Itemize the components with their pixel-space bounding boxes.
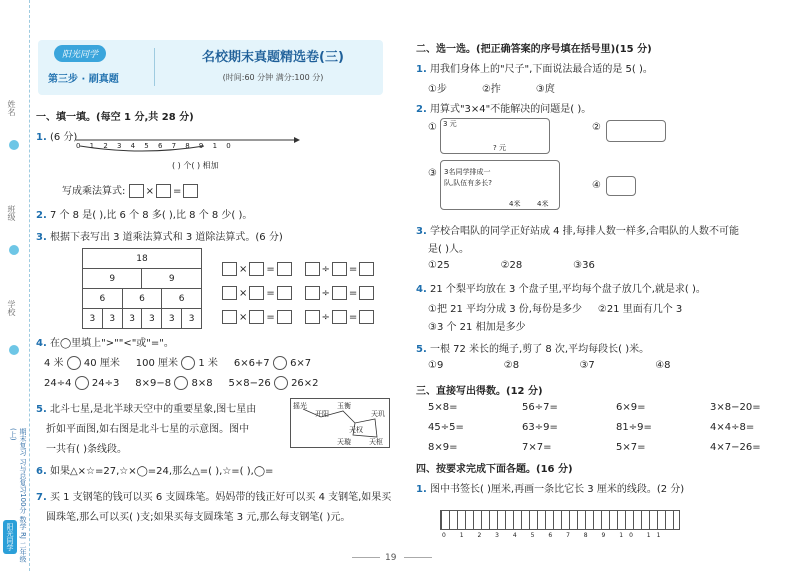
question-number: 7. [36, 492, 47, 503]
compare-item: 24÷3 [91, 378, 120, 389]
answer-box[interactable] [222, 262, 237, 276]
answer-box[interactable] [156, 184, 171, 198]
brand-logo: 阳光同学 [54, 45, 106, 62]
section-mental-math: 三、直接写出得数。(12 分) [416, 386, 543, 397]
section-tasks: 四、按要求完成下面各题。(16 分) [416, 464, 573, 475]
answer-box[interactable] [359, 310, 374, 324]
exam-banner [38, 40, 383, 95]
question-number: 2. [416, 104, 427, 115]
table-cell: 9 [83, 269, 142, 289]
banner-brand-area [44, 43, 152, 91]
calc-item: 56÷7= [522, 402, 558, 413]
speech-bubble: 3名同学排成一队,队伍有多长? [444, 168, 492, 187]
mc-question-2 [416, 100, 591, 115]
equation-prefix: 写成乘法算式: [62, 186, 126, 197]
grid-picture [606, 120, 666, 142]
question-text: 买 1 支钢笔的钱可以买 6 支圆珠笔。妈妈带的钱正好可以买 4 支钢笔,如果买 [49, 492, 392, 503]
option[interactable]: ② [592, 122, 601, 133]
compare-item: 26×2 [291, 378, 319, 389]
question-2 [36, 206, 252, 221]
question-text: 用我们身体上的"尺子",下面说法最合适的是 5( )。 [429, 64, 653, 75]
exam-title: 名校期末真题精选卷(三) [202, 50, 344, 65]
option[interactable]: ②拃 [481, 84, 501, 95]
question-text: 7 个 8 是( ),比 6 个 8 多( ),比 8 个 8 少( )。 [49, 210, 253, 221]
answer-box[interactable] [305, 310, 320, 324]
q3-equation-row: × = ÷ = [222, 310, 374, 324]
answer-box[interactable] [222, 286, 237, 300]
question-5-line-2: 折如平面图,如右图是北斗七星的示意图。图中 [46, 424, 250, 435]
tick-label: 10 [212, 142, 240, 150]
question-5 [36, 400, 256, 415]
answer-box[interactable] [305, 262, 320, 276]
option[interactable]: ②21 里面有几个 3 [597, 304, 683, 315]
option[interactable]: ①把 21 平均分成 3 份,每份是多少 [428, 304, 582, 315]
question-text: (6 分) [49, 132, 78, 143]
star-label: 玉衡 [337, 402, 351, 410]
length-label: 4米 [537, 200, 549, 208]
calc-item: 63÷9= [522, 422, 558, 433]
question-text: 如果△×☆=27,☆×◯=24,那么△=( ),☆=( ),◯= [49, 466, 274, 477]
kids-queue-picture [440, 160, 560, 210]
page-number: 19 [385, 553, 397, 563]
length-label: 4米 [509, 200, 521, 208]
compare-item: 8×8 [191, 378, 213, 389]
question-number: 1. [36, 132, 47, 143]
answer-box[interactable] [277, 286, 292, 300]
compare-item: 100 厘米 [135, 358, 178, 369]
calc-item: 45÷5= [428, 422, 464, 433]
ruler-labels: 0 1 2 3 4 5 6 7 8 9 10 11 [442, 532, 667, 539]
star-label: 天玑 [371, 410, 385, 418]
question-5-line-3: 一共有( )条线段。 [46, 444, 127, 455]
table-cell: 3 [83, 309, 103, 329]
question-text: 是( )人。 [428, 244, 469, 255]
answer-box[interactable] [332, 262, 347, 276]
number-line-ticks [76, 142, 240, 150]
question-number: 4. [416, 284, 427, 295]
q1-equation-line: 写成乘法算式: × = [62, 182, 198, 198]
calc-item: 8×9= [428, 442, 458, 453]
answer-box[interactable] [249, 262, 264, 276]
side-label-name: 姓名 [7, 100, 16, 116]
dots-picture [606, 176, 636, 196]
step-label: 第三步 · 刷真题 [48, 74, 119, 85]
answer-box[interactable] [129, 184, 144, 198]
question-number: 1. [416, 484, 427, 495]
compare-item: 24÷4 [44, 378, 72, 389]
question-text: 在◯里填上">""<"或"="。 [49, 338, 174, 349]
question-number: 2. [36, 210, 47, 221]
mc-question-3 [416, 222, 739, 237]
answer-box[interactable] [222, 310, 237, 324]
star-label: 开阳 [315, 410, 329, 418]
arrow-head [294, 137, 300, 143]
calc-item: 4×7−26= [710, 442, 761, 453]
table-cell: 3 [162, 309, 182, 329]
price-label: 3 元 [443, 120, 457, 128]
option[interactable]: ③3 个 21 相加是多少 [428, 322, 526, 333]
tick-label: 6 [157, 142, 172, 150]
calc-item: 6×9= [616, 402, 646, 413]
side-label-school: 学校 [7, 300, 16, 316]
question-number: 1. [416, 64, 427, 75]
table-cell: 18 [83, 249, 202, 269]
question-number: 6. [36, 466, 47, 477]
question-3 [36, 228, 283, 243]
table-cell: 6 [122, 289, 162, 309]
question-text: 用算式"3×4"不能解决的问题是( )。 [429, 104, 592, 115]
mc-options [428, 300, 682, 315]
question-7-line-2: 圆珠笔,那么可以买( )支;如果买每支圆珠笔 3 元,那么每支钢笔( )元。 [46, 512, 351, 523]
compare-circle[interactable] [274, 376, 288, 390]
answer-box[interactable] [249, 310, 264, 324]
answer-box[interactable] [332, 310, 347, 324]
calc-item: 7×7= [522, 442, 552, 453]
answer-box[interactable] [277, 310, 292, 324]
option[interactable]: ③庹 [535, 84, 555, 95]
option[interactable]: ① [428, 122, 437, 133]
compare-item: 40 厘米 [83, 358, 120, 369]
q3-equation-row: × = ÷ = [222, 262, 374, 276]
side-dot [9, 245, 19, 255]
task-question-1 [416, 480, 684, 495]
left-page [32, 0, 402, 571]
mc-question-4 [416, 280, 706, 295]
division-table [82, 248, 202, 329]
compare-item: 4 米 [44, 358, 64, 369]
tick-label: 2 [103, 142, 117, 150]
page-number-line [404, 557, 432, 558]
exam-subtitle: (时间:60 分钟 满分:100 分) [222, 73, 324, 82]
answer-box[interactable] [305, 286, 320, 300]
calc-item: 5×7= [616, 442, 646, 453]
question-number: 5. [416, 344, 427, 355]
calc-item: 5×8= [428, 402, 458, 413]
question-text: 北斗七星,是北半球天空中的重要星象,图七星由 [49, 404, 257, 415]
tick-label: 7 [171, 142, 186, 150]
question-number: 3. [416, 226, 427, 237]
compare-circle[interactable] [75, 376, 89, 390]
answer-box[interactable] [359, 262, 374, 276]
question-text: 21 个梨平均放在 3 个盘子里,平均每个盘子放几个,就是求( )。 [429, 284, 706, 295]
price-question-label: ? 元 [493, 144, 506, 152]
side-brand-logo: 阳光同学 [3, 520, 17, 554]
big-dipper-figure [290, 398, 390, 448]
side-label-class: 班级 [7, 205, 16, 221]
table-cell: 3 [182, 309, 202, 329]
compare-circle[interactable] [181, 356, 195, 370]
tick-label: 1 [89, 142, 104, 150]
mc-options [428, 80, 555, 95]
compare-item: 6×6+7 [233, 358, 270, 369]
ruler-figure [440, 510, 680, 530]
table-cell: 6 [162, 289, 202, 309]
option[interactable]: ①9 [428, 360, 444, 371]
table-cell: 6 [83, 289, 123, 309]
question-number: 5. [36, 404, 47, 415]
mc-options [428, 360, 671, 371]
star-label: 天璇 [337, 438, 351, 446]
books-picture [440, 118, 550, 154]
banner-divider [154, 48, 155, 86]
compare-item: 1 米 [198, 358, 218, 369]
compare-item: 5×8−26 [228, 378, 271, 389]
tick-label: 0 [76, 142, 90, 150]
answer-box[interactable] [332, 286, 347, 300]
calc-item: 4×4÷8= [710, 422, 755, 433]
option[interactable]: ①25 [428, 260, 450, 271]
question-text: 学校合唱队的同学正好站成 4 排,每排人数一样多,合唱队的人数不可能 [429, 226, 740, 237]
compare-circle[interactable] [67, 356, 81, 370]
compare-circle[interactable] [273, 356, 287, 370]
option[interactable]: ①步 [428, 84, 447, 95]
right-page [412, 0, 797, 571]
tick-label: 8 [185, 142, 199, 150]
binding-sidebar [0, 0, 30, 571]
answer-box[interactable] [183, 184, 198, 198]
star-label: 天枢 [369, 438, 383, 446]
side-series-text: 期末复习 习与总复习100分 数学 RJ 二年级(上) [9, 428, 27, 563]
answer-box[interactable] [277, 262, 292, 276]
compare-item: 6×7 [290, 358, 312, 369]
mc-question-1 [416, 60, 653, 75]
question-text: 图中书签长( )厘米,再画一条比它长 3 厘米的线段。(2 分) [429, 484, 685, 495]
number-line-caption: ( ) 个( ) 相加 [172, 161, 219, 170]
answer-box[interactable] [249, 286, 264, 300]
table-cell: 9 [142, 269, 202, 289]
tick-label: 9 [198, 142, 213, 150]
calc-item: 81÷9= [616, 422, 652, 433]
compare-circle[interactable] [174, 376, 188, 390]
question-7 [36, 488, 391, 503]
compare-row [44, 354, 311, 370]
option[interactable]: ②8 [503, 360, 520, 371]
answer-box[interactable] [359, 286, 374, 300]
question-number: 4. [36, 338, 47, 349]
star-label: 摇光 [293, 402, 307, 410]
table-cell: 3 [102, 309, 122, 329]
option[interactable]: ④ [592, 180, 601, 191]
option[interactable]: ③ [428, 168, 437, 179]
side-dot [9, 140, 19, 150]
question-text: 根据下表写出 3 道乘法算式和 3 道除法算式。(6 分) [49, 232, 283, 243]
question-4 [36, 334, 174, 349]
option[interactable]: ②28 [500, 260, 523, 271]
compare-row [44, 376, 319, 390]
star-label: 天权 [349, 426, 363, 434]
mc-options [428, 260, 595, 271]
option[interactable]: ④8 [655, 360, 671, 371]
table-cell: 3 [122, 309, 142, 329]
mc-question-5 [416, 340, 649, 355]
tick-label: 4 [130, 142, 145, 150]
q3-equation-row: × = ÷ = [222, 286, 374, 300]
section-fill-in: 一、填一填。(每空 1 分,共 28 分) [36, 112, 194, 123]
tick-label: 3 [116, 142, 131, 150]
question-number: 3. [36, 232, 47, 243]
option[interactable]: ③36 [573, 260, 595, 271]
side-dot [9, 345, 19, 355]
compare-item: 8×9−8 [135, 378, 172, 389]
question-text: 一根 72 米长的绳子,剪了 8 次,平均每段长( )米。 [429, 344, 650, 355]
page-number-line [352, 557, 380, 558]
table-cell: 3 [142, 309, 162, 329]
tick-label: 5 [144, 142, 158, 150]
option[interactable]: ③7 [579, 360, 595, 371]
section-multiple-choice: 二、选一选。(把正确答案的序号填在括号里)(15 分) [416, 44, 652, 55]
question-6 [36, 462, 273, 477]
calc-item: 3×8−20= [710, 402, 761, 413]
